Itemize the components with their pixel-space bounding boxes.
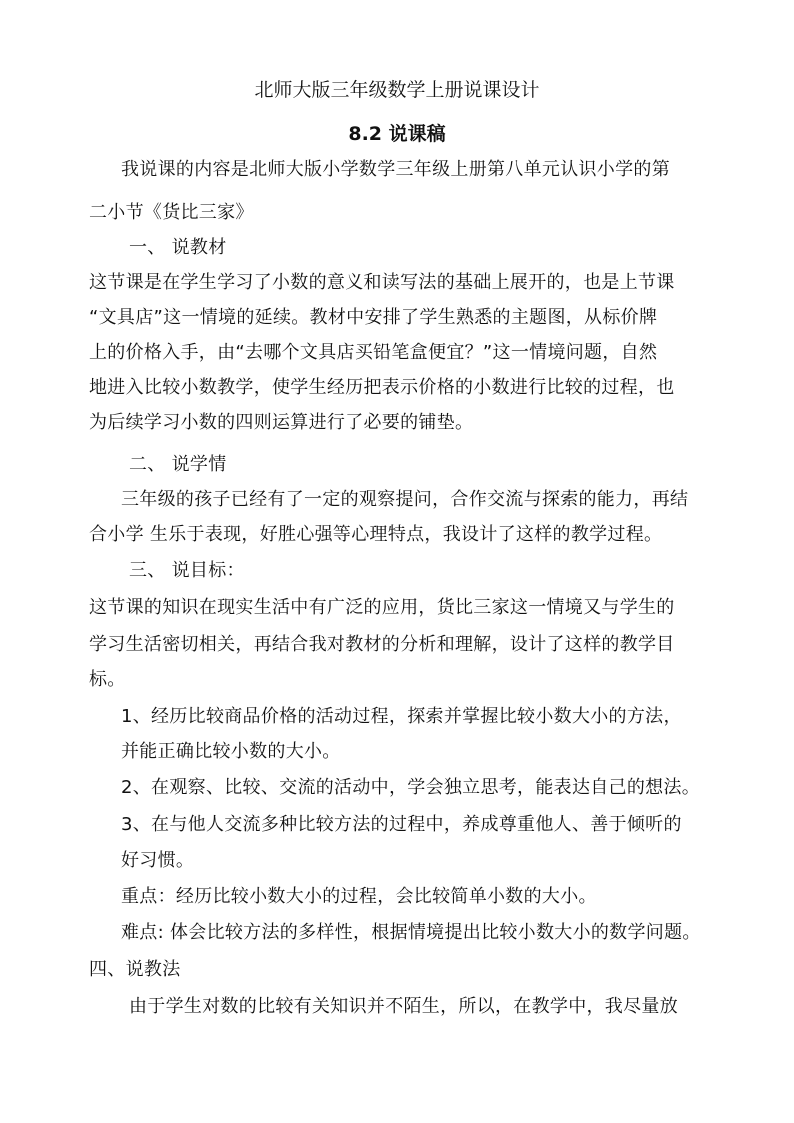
paragraph-line: 为后续学习小数的四则运算进行了必要的铺垫。 — [89, 412, 474, 433]
paragraph-line: 上的价格入手，由“去哪个文具店买铅笔盒便宜？”这一情境问题，自然 — [89, 342, 658, 363]
paragraph-line: “文具店”这一情境的延续。教材中安排了学生熟悉的主题图，从标价牌 — [89, 307, 658, 328]
paragraph-line: 这节课是在学生学习了小数的意义和读写法的基础上展开的，也是上节课 — [89, 272, 675, 293]
section-heading: 二、 说学情 — [129, 454, 227, 475]
list-item: 2、在观察、比较、交流的活动中，学会独立思考，能表达自己的想法。 — [121, 777, 701, 798]
paragraph-line: 三年级的孩子已经有了一定的观察提问，合作交流与探索的能力，再结 — [121, 489, 689, 510]
section-heading: 一、 说教材 — [129, 237, 227, 258]
list-item: 1、经历比较商品价格的活动过程，探索并掌握比较小数大小的方法， — [121, 706, 682, 727]
paragraph-line: 这节课的知识在现实生活中有广泛的应用，货比三家这一情境又与学生的 — [89, 597, 675, 618]
document-subtitle: 8.2 说课稿 — [348, 123, 446, 145]
key-point: 重点：经历比较小数大小的过程，会比较简单小数的大小。 — [121, 886, 597, 907]
paragraph-line: 二小节《货比三家》 — [89, 202, 254, 223]
document-title: 北师大版三年级数学上册说课设计 — [254, 79, 540, 101]
paragraph-line: 地进入比较小数教学，使学生经历把表示价格的小数进行比较的过程，也 — [89, 377, 675, 398]
section-heading: 四、说教法 — [89, 959, 181, 980]
paragraph-line: 合小学 生乐于表现，好胜心强等心理特点，我设计了这样的教学过程。 — [89, 524, 663, 545]
paragraph-line: 标。 — [89, 669, 126, 690]
section-heading: 三、 说目标： — [129, 560, 245, 581]
difficult-point: 难点: 体会比较方法的多样性，根据情境提出比较小数大小的数学问题。 — [121, 922, 701, 943]
list-item: 好习惯。 — [121, 850, 195, 871]
list-item: 3、在与他人交流多种比较方法的过程中，养成尊重他人、善于倾听的 — [121, 814, 682, 835]
paragraph-line: 我说课的内容是北师大版小学数学三年级上册第八单元认识小学的第 — [121, 159, 670, 180]
paragraph-line: 学习生活密切相关，再结合我对教材的分析和理解，设计了这样的教学目 — [89, 634, 675, 655]
paragraph-line: 由于学生对数的比较有关知识并不陌生，所以，在教学中，我尽量放 — [129, 996, 678, 1017]
list-item: 并能正确比较小数的大小。 — [121, 741, 341, 762]
